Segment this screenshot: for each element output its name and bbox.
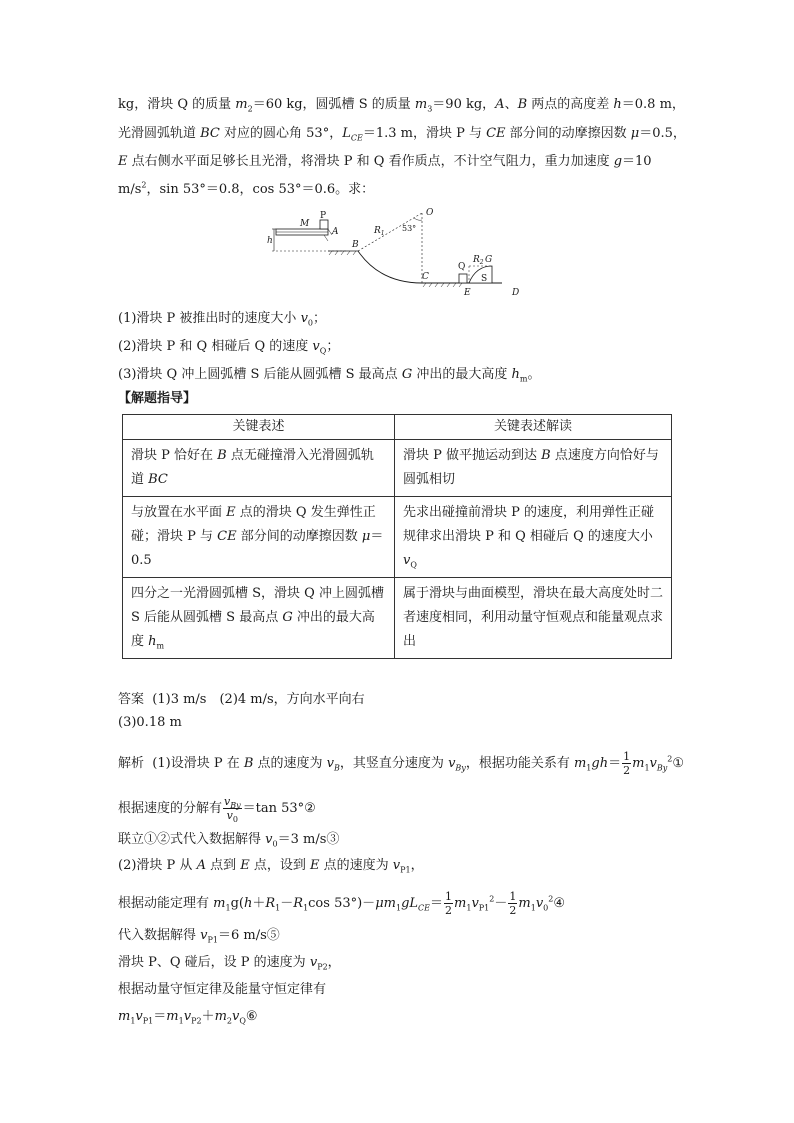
- label-o: O: [426, 208, 434, 218]
- problem-line-2: 光滑圆弧轨道 BC 对应的圆心角 53°，$L_{CE}=1.3$ m，滑块 P 与 CE 部分间的动摩擦因数 μ＝0.5，: [118, 126, 686, 143]
- label-d: D: [512, 288, 520, 297]
- physics-diagram: [262, 205, 532, 297]
- answer-label: 答案: [118, 692, 145, 707]
- label-g: G: [485, 255, 493, 265]
- label-r2: $R_2$: [473, 255, 484, 266]
- label-b: B: [352, 240, 359, 250]
- label-r1: $R_1$: [374, 226, 385, 237]
- block-q: [459, 274, 467, 283]
- table-cell: 滑块 P 做平抛运动到达 B 点速度方向恰好与圆弧相切: [395, 440, 672, 497]
- analysis-line-9: $m_1v_{P1}=m_1v_{P2}+m_2v_Q⑥$: [118, 1009, 258, 1026]
- question-3: (3)滑块 Q 冲上圆弧槽 S 后能从圆弧槽 S 最高点 G 冲出的最大高度 $h_m$。: [118, 367, 541, 384]
- analysis-label: 解析: [118, 756, 145, 771]
- problem-line-4: $m/s^2$，sin 53°＝0.8，cos 53°＝0.6。求：: [118, 180, 375, 197]
- block-p: [320, 220, 328, 229]
- label-e: E: [464, 288, 471, 297]
- header-interpretation: 关键表述解读: [395, 415, 672, 440]
- question-2: (2)滑块 P 和 Q 相碰后 Q 的速度 $v_Q$；: [118, 339, 340, 356]
- guide-heading: 【解题指导】: [118, 391, 197, 406]
- arc-bc: [358, 251, 422, 283]
- table-cell: 滑块 P 恰好在 B 点无碰撞滑入光滑圆弧轨道 BC: [123, 440, 395, 497]
- analysis-line-7: 滑块 P、Q 碰后，设 P 的速度为 $v_{P2}$，: [118, 955, 341, 972]
- ground-hatching: [423, 283, 462, 287]
- problem-line-3: E 点右侧水平面足够长且光滑，将滑块 P 和 Q 看作质点，不计空气阻力，重力加速度 g＝10: [118, 154, 652, 169]
- table-row: [123, 440, 672, 497]
- analysis-line-1: 解析 (1)设滑块 P 在 B 点的速度为 $v_B$，其竖直分速度为 $v_{By}$，根据功能关系有 $m_1gh=$ $\frac{1}{2}$ $m_1v_{By}^2①$: [118, 750, 685, 777]
- table-header-row: [123, 415, 672, 440]
- label-p: P: [320, 211, 327, 221]
- analysis-line-4: (2)滑块 P 从 A 点到 E 点，设到 E 点的速度为 $v_{P1}$，: [118, 858, 424, 875]
- angle-arc: [414, 218, 422, 220]
- table-cell: 与放置在水平面 E 点的滑块 Q 发生弹性正碰；滑块 P 与 CE 部分间的动摩擦因数 μ＝0.5: [123, 497, 395, 578]
- answer-line-2: (3)0.18 m: [118, 715, 182, 730]
- analysis-line-8: 根据动量守恒定律及能量守恒定律有: [118, 982, 327, 997]
- table-row: [123, 578, 672, 659]
- guide-table: [122, 414, 672, 659]
- analysis-line-5: 根据动能定理有 $m_1g(h+R_1-R_1\cos$ $53^\circ)-\mu m_1gL_{CE}=$ $\frac{1}{2}$ $m_1v_{P1}^2-$ $\frac{1}{2}$ $m_1v_0^2④$: [118, 890, 566, 917]
- answer-line-1: 答案 (1)3 m/s (2)4 m/s，方向水平向右: [118, 692, 365, 707]
- label-c: C: [422, 272, 429, 282]
- label-h: h: [267, 236, 273, 246]
- label-s: S: [481, 274, 488, 284]
- table-cell: 四分之一光滑圆弧槽 S，滑块 Q 冲上圆弧槽 S 后能从圆弧槽 S 最高点 G 冲出的最大高度 $h_m$: [123, 578, 395, 659]
- label-a: A: [332, 227, 339, 237]
- label-q: Q: [458, 262, 466, 272]
- header-key-statement: 关键表述: [123, 415, 395, 440]
- analysis-line-2: 根据速度的分解有 $\frac{v_{By}}{v_0}$ ＝tan 53°②: [118, 795, 316, 825]
- table-cell: 属于滑块与曲面模型，滑块在最大高度处时二者速度相同，利用动量守恒观点和能量观点求出: [395, 578, 672, 659]
- table-row: [123, 497, 672, 578]
- analysis-line-6: 代入数据解得 $v_{P1}=6$ m/s⑤: [118, 928, 280, 945]
- problem-line-1: kg，滑块 Q 的质量 $m_2=60$ kg，圆弧槽 S 的质量 $m_3=90$ kg，A、B 两点的高度差 h＝0.8 m，: [118, 97, 685, 114]
- label-angle: 53°: [402, 224, 417, 233]
- label-m: M: [300, 219, 310, 229]
- table-cell: 先求出碰撞前滑块 P 的速度，利用弹性正碰规律求出滑块 P 和 Q 相碰后 Q 的速度大小 $v_Q$: [395, 497, 672, 578]
- question-1: (1)滑块 P 被推出时的速度大小 $v_0$；: [118, 311, 327, 328]
- analysis-line-3: 联立①②式代入数据解得 $v_0=3$ m/s③: [118, 832, 340, 849]
